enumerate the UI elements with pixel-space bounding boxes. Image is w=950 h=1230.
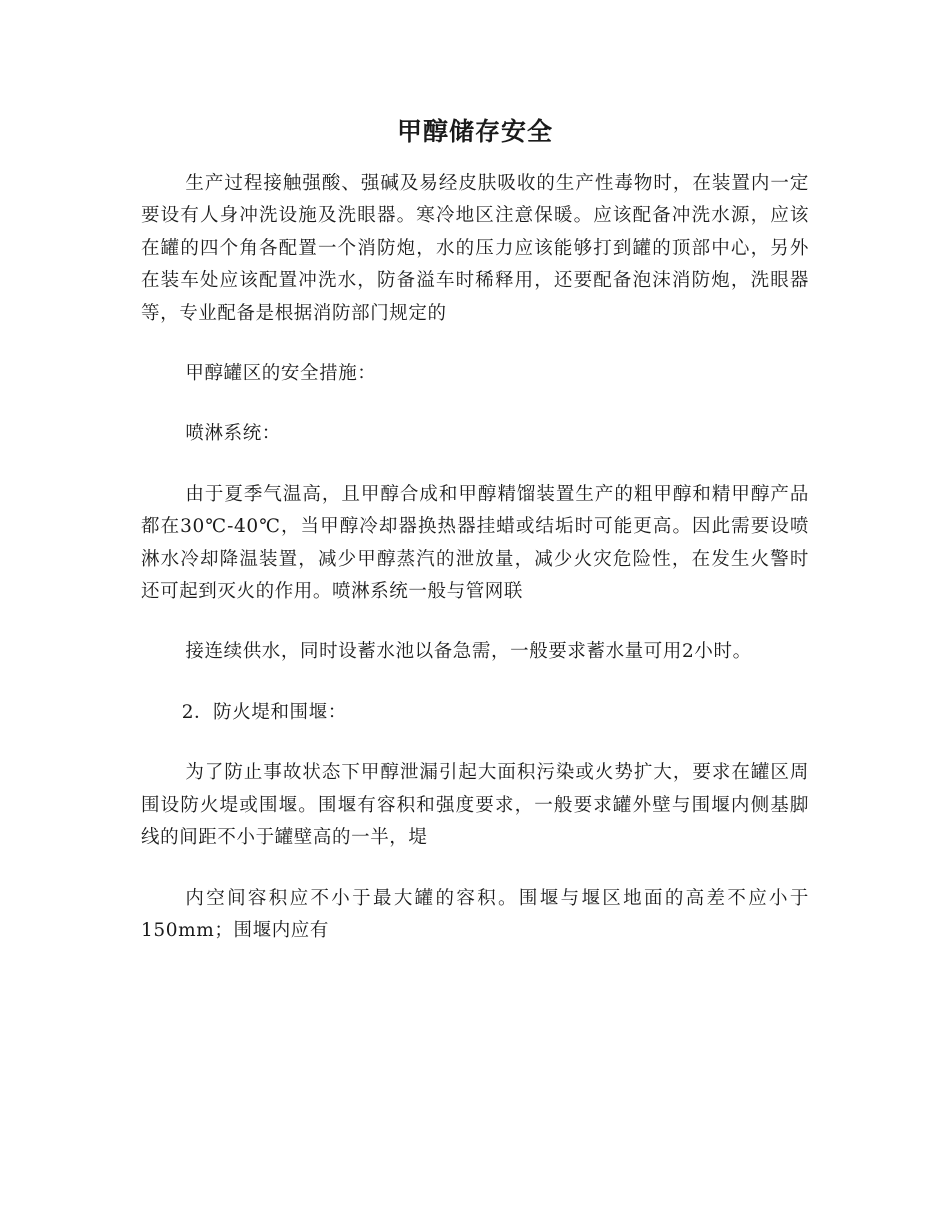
document-page xyxy=(141,110,809,947)
paragraph-water-supply: 接连续供水，同时设蓄水池以备急需，一般要求蓄水量可用2小时。 xyxy=(185,641,752,663)
paragraph-spray-system: 由于夏季气温高，且甲醇合成和甲醇精馏装置生产的粗甲醇和精甲醇产品都在30℃-40℃，当甲醇冷却器换热器挂蜡或结垢时可能更高。因此需要设喷淋水冷却降温装置，减少甲醇蒸汽的泄放量，减少火灾危险性，在发生火警时还可起到灭火的作用。喷淋系统一般与管网联 xyxy=(141,483,809,603)
paragraph-section-heading: 甲醇罐区的安全措施： xyxy=(185,363,377,385)
paragraph-subheading-spray: 喷淋系统： xyxy=(185,423,281,445)
page-title: 甲醇储存安全 xyxy=(396,117,553,146)
paragraph-firewall: 为了防止事故状态下甲醇泄漏引起大面积污染或火势扩大，要求在罐区周围设防火堤或围堰。围堰有容积和强度要求，一般要求罐外壁与围堰内侧基脚线的间距不小于罐壁高的一半，堤 xyxy=(141,762,809,849)
paragraph-intro: 生产过程接触强酸、强碱及易经皮肤吸收的生产性毒物时，在装置内一定要设有人身冲洗设施及洗眼器。寒冷地区注意保暖。应该配备冲洗水源，应该在罐的四个角各配置一个消防炮，水的压力应该能够打到罐的顶部中心，另外在装车处应该配置冲洗水，防备溢车时稀释用，还要配备泡沫消防炮，洗眼器等，专业配备是根据消防部门规定的 xyxy=(141,173,809,324)
paragraph-list-item-2: 2．防火堤和围堰： xyxy=(181,701,347,723)
paragraph-cofferdam: 内空间容积应不小于最大罐的容积。围堰与堰区地面的高差不应小于150mm；围堰内应有 xyxy=(141,887,809,941)
